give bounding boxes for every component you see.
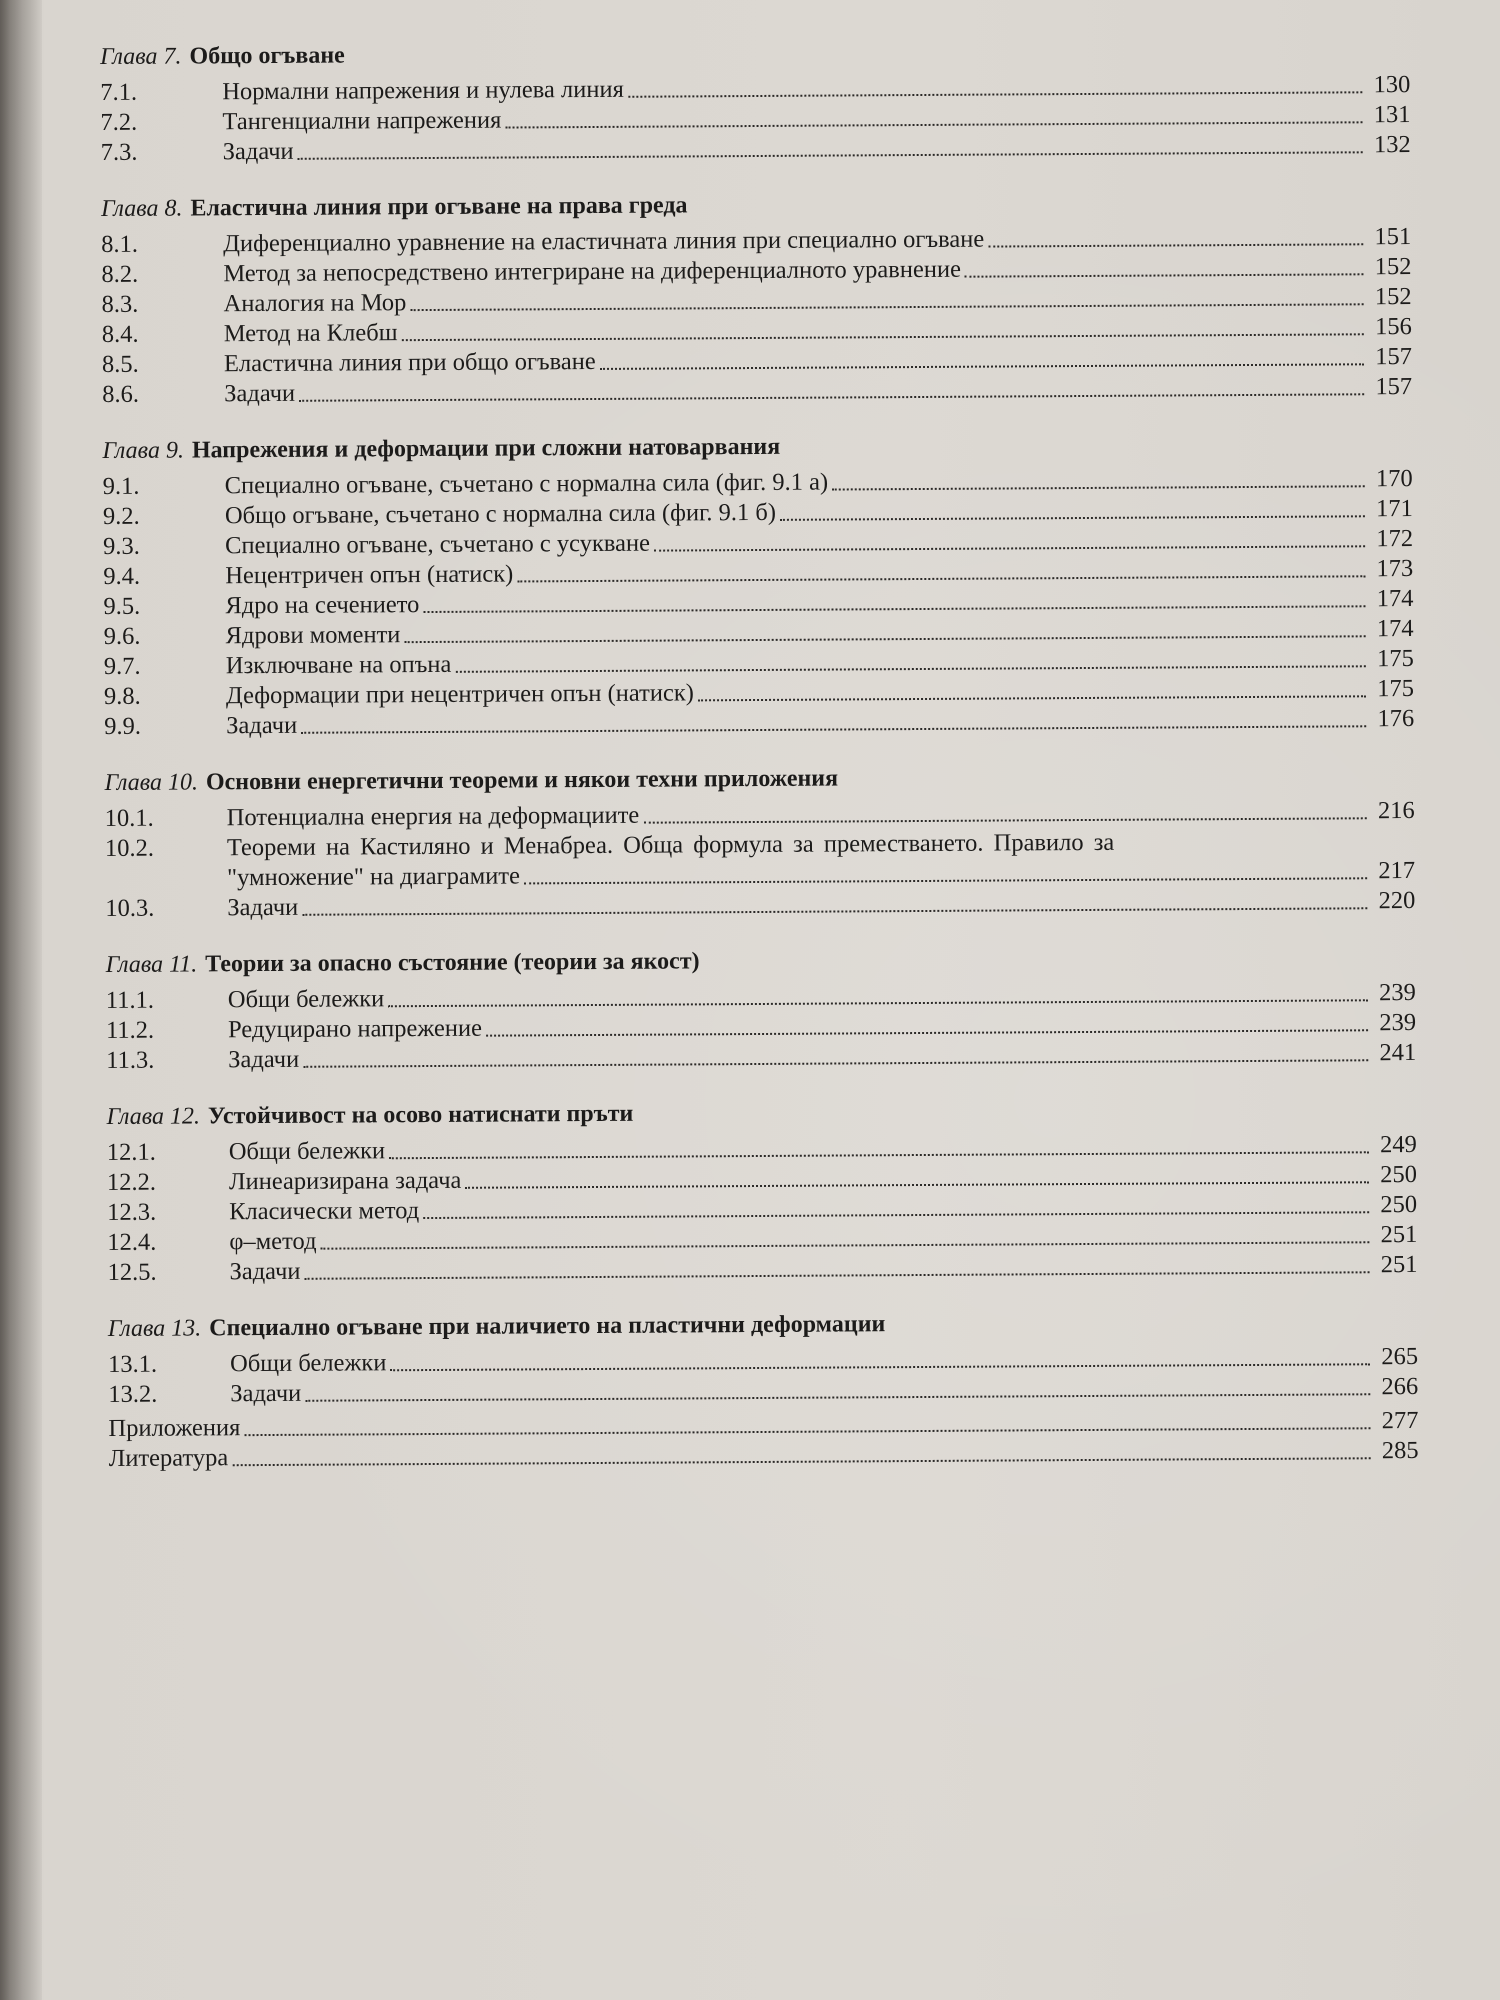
section-number: 10.3. (105, 894, 155, 922)
section-number: 8.4. (101, 320, 139, 348)
section-title: Ядрови моменти (225, 621, 401, 650)
page-number: 130 (1373, 70, 1411, 99)
dot-leader (643, 817, 1366, 823)
page-number: 220 (1378, 886, 1416, 915)
page-number: 170 (1375, 464, 1413, 493)
page-number: 157 (1375, 342, 1413, 371)
chapter-heading (100, 32, 1410, 74)
page-number: 266 (1381, 1372, 1419, 1401)
page-number: 265 (1381, 1342, 1419, 1371)
section-number: 7.3. (100, 138, 138, 166)
dot-leader (423, 605, 1365, 613)
section-title-line-1: Теореми на Кастиляно и Менабреа. Обща формула за преместването. Правило за (226, 828, 1115, 862)
page-number: 241 (1379, 1038, 1417, 1067)
chapter-title: Напрежения и деформации при сложни натоварвания (191, 433, 781, 464)
section-number: 9.9. (104, 712, 142, 740)
chapter-title: Общо огъване (189, 42, 345, 70)
chapter-8 (101, 184, 1412, 410)
dot-leader (832, 485, 1365, 490)
dot-leader (455, 665, 1365, 673)
section-title: Задачи (222, 137, 294, 166)
dot-leader (301, 725, 1366, 734)
dot-leader (402, 333, 1364, 341)
section-number: 8.5. (101, 350, 139, 378)
dot-leader (423, 1211, 1369, 1219)
section-number: 7.1. (100, 78, 138, 106)
page-number: 152 (1374, 282, 1412, 311)
dot-leader (305, 1393, 1370, 1402)
section-title: Общо огъване, съчетано с нормална сила (фиг. 9.1 б) (224, 498, 777, 530)
section-number: 12.4. (107, 1228, 157, 1256)
section-number: 12.5. (107, 1258, 157, 1286)
dot-leader (780, 515, 1365, 521)
section-title: Еластична линия при общо огъване (223, 347, 596, 378)
chapter-13 (108, 1304, 1419, 1410)
section-number: 11.2. (105, 1016, 155, 1044)
back-matter (108, 1406, 1418, 1474)
section-title: Потенциална енергия на деформациите (226, 801, 640, 832)
section-number: 9.4. (103, 562, 141, 590)
section-number: 12.2. (106, 1168, 157, 1196)
page-number: 157 (1375, 372, 1413, 401)
dot-leader (410, 303, 1363, 311)
section-number: 11.1. (105, 986, 155, 1014)
dot-leader (390, 1363, 1370, 1371)
page-number: 176 (1377, 704, 1415, 733)
page-number: 251 (1380, 1250, 1418, 1279)
section-title: Задачи (224, 379, 296, 408)
dot-leader (988, 243, 1363, 247)
page-number: 216 (1377, 796, 1415, 825)
section-title: Нормални напрежения и нулева линия (222, 75, 624, 106)
table-of-contents (100, 32, 1419, 1474)
chapter-title: Еластична линия при огъване на права греда (190, 192, 688, 222)
section-title: Задачи (226, 711, 298, 740)
dot-leader (517, 575, 1365, 582)
dot-leader (600, 363, 1364, 370)
dot-leader (298, 151, 1363, 160)
page-number: 174 (1376, 584, 1414, 613)
section-number: 9.6. (103, 622, 141, 650)
chapter-heading (106, 1092, 1416, 1134)
section-title: Класически метод (229, 1197, 420, 1226)
chapter-heading (102, 426, 1412, 468)
dot-leader (404, 635, 1365, 643)
section-title: Метод на Клебш (223, 319, 398, 348)
section-number: 9.5. (103, 592, 141, 620)
chapter-label: Глава 7. (100, 43, 182, 70)
section-title: Приложения (108, 1414, 241, 1442)
dot-leader (628, 91, 1362, 97)
section-title: Задачи (227, 893, 299, 922)
dot-leader (965, 273, 1364, 277)
dot-leader (303, 1059, 1368, 1068)
chapter-7 (100, 32, 1411, 168)
chapter-label: Глава 10. (104, 769, 199, 796)
section-title: Линеаризирана задача (228, 1166, 462, 1196)
page-number: 217 (1378, 856, 1416, 885)
section-title: Диференциално уравнение на еластичната линия при специално огъване (223, 225, 985, 258)
page-number: 250 (1380, 1190, 1418, 1219)
section-number: 8.2. (101, 260, 139, 288)
toc-entry (105, 826, 1415, 894)
chapter-10 (104, 758, 1415, 924)
dot-leader (321, 1241, 1370, 1249)
page-number: 171 (1376, 494, 1413, 523)
section-title: Специално огъване, съчетано с нормална сила (фиг. 9.1 а) (224, 468, 829, 500)
section-number: 11.3. (106, 1046, 155, 1074)
chapter-label: Глава 11. (105, 951, 198, 978)
section-title: Нецентричен опън (натиск) (225, 560, 514, 590)
chapter-label: Глава 12. (106, 1103, 201, 1130)
section-number: 12.3. (107, 1198, 157, 1226)
section-title: Специално огъване, съчетано с усукване (225, 529, 651, 560)
chapter-12 (106, 1092, 1417, 1288)
chapter-heading (101, 184, 1411, 226)
section-number: 9.3. (103, 532, 140, 560)
chapter-title: Устойчивост на осово натиснати пръти (207, 1100, 634, 1130)
section-title: Аналогия на Мор (223, 289, 407, 318)
section-title: Редуцирано напрежение (227, 1014, 483, 1044)
chapter-label: Глава 9. (102, 437, 184, 464)
dot-leader (302, 907, 1367, 916)
page-number: 131 (1373, 100, 1411, 129)
chapter-11 (106, 940, 1417, 1076)
dot-leader (389, 1151, 1369, 1159)
dot-leader (244, 1427, 1370, 1436)
page-gutter-shadow (0, 0, 42, 2000)
section-number: 13.2. (108, 1380, 158, 1408)
page-number: 175 (1376, 644, 1414, 673)
page-number: 239 (1379, 978, 1416, 1007)
section-number: 9.2. (102, 502, 140, 530)
chapter-title: Основни енергетични теореми и някои техни приложения (205, 765, 839, 796)
page-number: 239 (1379, 1008, 1417, 1037)
page-number: 132 (1373, 130, 1411, 159)
section-title: Изключване на опъна (225, 650, 452, 680)
page-number: 151 (1374, 222, 1412, 251)
section-title: Задачи (228, 1045, 300, 1074)
section-number: 9.1. (102, 472, 140, 500)
section-title: Литература (108, 1444, 229, 1472)
page-number: 249 (1379, 1130, 1417, 1159)
section-title: Общи бележки (228, 1137, 386, 1166)
section-title: Общи бележки (230, 1349, 387, 1378)
section-title: Метод за непосредствено интегриране на диференциалното уравнение (223, 255, 961, 288)
page-number: 172 (1376, 524, 1414, 553)
section-title: φ–метод (229, 1227, 317, 1256)
chapter-label: Глава 13. (107, 1315, 202, 1342)
chapter-heading (108, 1304, 1418, 1346)
chapter-heading (104, 758, 1414, 800)
section-title: Ядро на сечението (225, 591, 420, 620)
dot-leader (232, 1457, 1370, 1466)
section-title: Задачи (230, 1379, 302, 1408)
section-title: Общи бележки (227, 985, 385, 1014)
section-number: 7.2. (100, 108, 138, 136)
section-number: 9.7. (103, 652, 141, 680)
section-title: Тангенциални напрежения (222, 106, 502, 136)
chapter-label: Глава 8. (100, 195, 183, 222)
section-number: 8.3. (101, 290, 139, 318)
page-number: 152 (1374, 252, 1412, 281)
section-title: Задачи (229, 1257, 301, 1286)
section-number: 9.8. (103, 682, 141, 710)
page-number: 173 (1376, 554, 1414, 583)
page-number: 277 (1381, 1406, 1419, 1435)
chapter-title: Специално огъване при наличието на пластични деформации (209, 1311, 886, 1342)
page-number: 285 (1381, 1436, 1419, 1465)
section-number: 8.1. (101, 230, 139, 258)
section-title: Деформации при нецентричен опън (натиск) (225, 679, 694, 710)
dot-leader (486, 1029, 1368, 1036)
dot-leader (305, 1271, 1370, 1280)
dot-leader (299, 393, 1364, 402)
chapter-heading (106, 940, 1416, 982)
page-number: 174 (1376, 614, 1414, 643)
dot-leader (524, 877, 1367, 884)
section-number: 10.2. (104, 834, 155, 862)
dot-leader (388, 999, 1368, 1007)
chapter-title: Теории за опасно състояние (теории за якост) (205, 948, 700, 978)
dot-leader (465, 1181, 1369, 1189)
page-number: 156 (1374, 312, 1412, 341)
page-number: 175 (1377, 674, 1415, 703)
section-number: 13.1. (108, 1350, 158, 1378)
section-number: 8.6. (102, 380, 139, 408)
section-number: 10.1. (104, 804, 154, 832)
chapter-9 (102, 426, 1414, 742)
section-number: 12.1. (106, 1138, 156, 1166)
page-number: 250 (1380, 1160, 1418, 1189)
section-title: "умножение" на диаграмите (227, 862, 521, 892)
dot-leader (505, 121, 1362, 128)
dot-leader (698, 695, 1366, 701)
dot-leader (654, 545, 1365, 551)
page-number: 251 (1380, 1220, 1418, 1249)
